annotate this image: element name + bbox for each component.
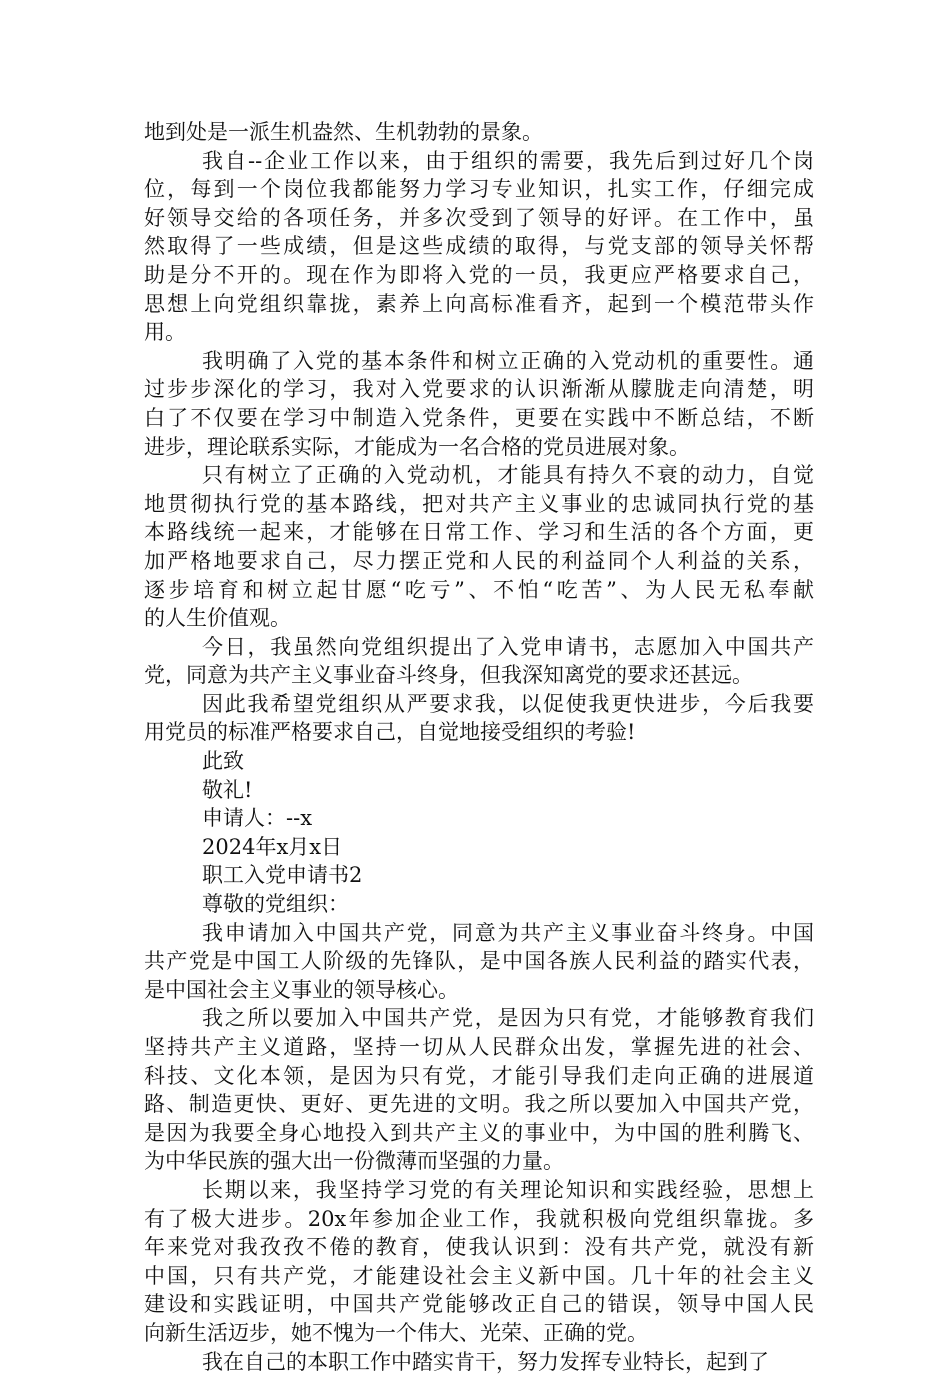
text-line: 是因为我要全身心地投入到共产主义的事业中，为中国的胜利腾飞、 (144, 1120, 814, 1145)
text-line: 我申请加入中国共产党，同意为共产主义事业奋斗终身。中国 (202, 920, 814, 945)
text-line: 只有树立了正确的入党动机，才能具有持久不衰的动力，自觉 (202, 463, 814, 488)
paragraph (144, 347, 814, 461)
text-line: 为中华民族的强大出一份微薄而坚强的力量。 (144, 1149, 564, 1174)
text-line: 位，每到一个岗位我都能努力学习专业知识，扎实工作，仔细完成 (144, 177, 814, 202)
text-line: 是中国社会主义事业的领导核心。 (144, 977, 459, 1002)
paragraph (144, 919, 814, 1005)
text-line: 尊敬的党组织： (202, 892, 349, 917)
paragraph (144, 1176, 814, 1348)
text-line: 好领导交给的各项任务，并多次受到了领导的好评。在工作中，虽 (144, 205, 814, 230)
text-line: 助是分不开的。现在作为即将入党的一员，我更应严格要求自己， (144, 262, 814, 287)
text-line: 加严格地要求自己，尽力摆正党和人民的利益同个人利益的关系， (144, 548, 814, 573)
text-line: 今日，我虽然向党组织提出了入党申请书，志愿加入中国共产 (202, 634, 814, 659)
text-line: 本路线统一起来，才能够在日常工作、学习和生活的各个方面，更 (144, 520, 814, 545)
text-line: 此致 (202, 749, 244, 774)
text-line: 坚持共产主义道路，坚持一切从人民群众出发，掌握先进的社会、 (144, 1035, 814, 1059)
text-line: 共产党是中国工人阶级的先锋队，是中国各族人民利益的踏实代表， (144, 949, 814, 974)
application-date (144, 833, 814, 862)
paragraph (144, 633, 814, 690)
text-line: 因此我希望党组织从严要求我，以促使我更快进步，今后我要 (202, 691, 814, 716)
text-line: 路、制造更快、更好、更先进的文明。我之所以要加入中国共产党， (144, 1092, 814, 1117)
closing-salutation (144, 747, 814, 776)
paragraph (144, 1348, 814, 1376)
text-line: 地到处是一派生机盎然、生机勃勃的景象。 (144, 120, 543, 144)
text-line: 地贯彻执行党的基本路线，把对共产主义事业的忠诚同执行党的基 (144, 491, 814, 516)
paragraph (144, 147, 814, 347)
text-line: 中国，只有共产党，才能建设社会主义新中国。几十年的社会主义 (144, 1263, 814, 1288)
text-line: 过步步深化的学习，我对入党要求的认识渐渐从朦胧走向清楚，明 (144, 377, 814, 402)
text-line: 有了极大进步。20x年参加企业工作，我就积极向党组织靠拢。多 (144, 1206, 814, 1231)
text-line: 职工入党申请书2 (202, 863, 363, 888)
paragraph (144, 690, 814, 747)
closing-respect (144, 776, 814, 805)
text-line: 申请人：--x (202, 806, 313, 831)
text-line: 党，同意为共产主义事业奋斗终身，但我深知离党的要求还甚远。 (144, 663, 753, 688)
section-title (144, 861, 814, 890)
paragraph (144, 118, 814, 147)
text-line: 年来党对我孜孜不倦的教育，使我认识到：没有共产党，就没有新 (144, 1235, 814, 1260)
text-line: 进步，理论联系实际，才能成为一名合格的党员进展对象。 (144, 434, 690, 459)
text-line: 用党员的标准严格要求自己，自觉地接受组织的考验! (144, 720, 636, 745)
text-line: 长期以来，我坚持学习党的有关理论知识和实践经验，思想上 (202, 1177, 814, 1202)
text-line: 的人生价值观。 (144, 606, 291, 631)
text-line: 然取得了一些成绩，但是这些成绩的取得，与党支部的领导关怀帮 (144, 234, 814, 259)
document-page (144, 118, 814, 1376)
text-line: 我明确了入党的基本条件和树立正确的入党动机的重要性。通 (202, 348, 814, 373)
text-line: 我自--企业工作以来，由于组织的需要，我先后到过好几个岗 (202, 148, 814, 173)
paragraph (144, 461, 814, 633)
text-line: 用。 (144, 320, 186, 345)
text-line: 建设和实践证明，中国共产党能够改正自己的错误，领导中国人民 (144, 1292, 814, 1317)
text-line: 我在自己的本职工作中踏实肯干，努力发挥专业特长，起到了 (202, 1349, 769, 1374)
text-line: 向新生活迈步，她不愧为一个伟大、光荣、正确的党。 (144, 1320, 648, 1345)
applicant-signature (144, 804, 814, 833)
text-line: 我之所以要加入中国共产党，是因为只有党，才能够教育我们 (202, 1006, 814, 1031)
text-line: 2024年x月x日 (202, 834, 343, 859)
text-line: 白了不仅要在学习中制造入党条件，更要在实践中不断总结，不断 (144, 405, 814, 430)
paragraph (144, 1004, 814, 1176)
text-line: 科技、文化本领，是因为只有党，才能引导我们走向正确的进展道 (144, 1063, 814, 1088)
text-line: 思想上向党组织靠拢，素养上向高标准看齐，起到一个模范带头作 (144, 291, 814, 316)
text-line: 逐步培育和树立起甘愿“吃亏”、不怕“吃苦”、为人民无私奉献 (144, 577, 814, 602)
text-line: 敬礼! (202, 777, 253, 802)
greeting (144, 890, 814, 919)
